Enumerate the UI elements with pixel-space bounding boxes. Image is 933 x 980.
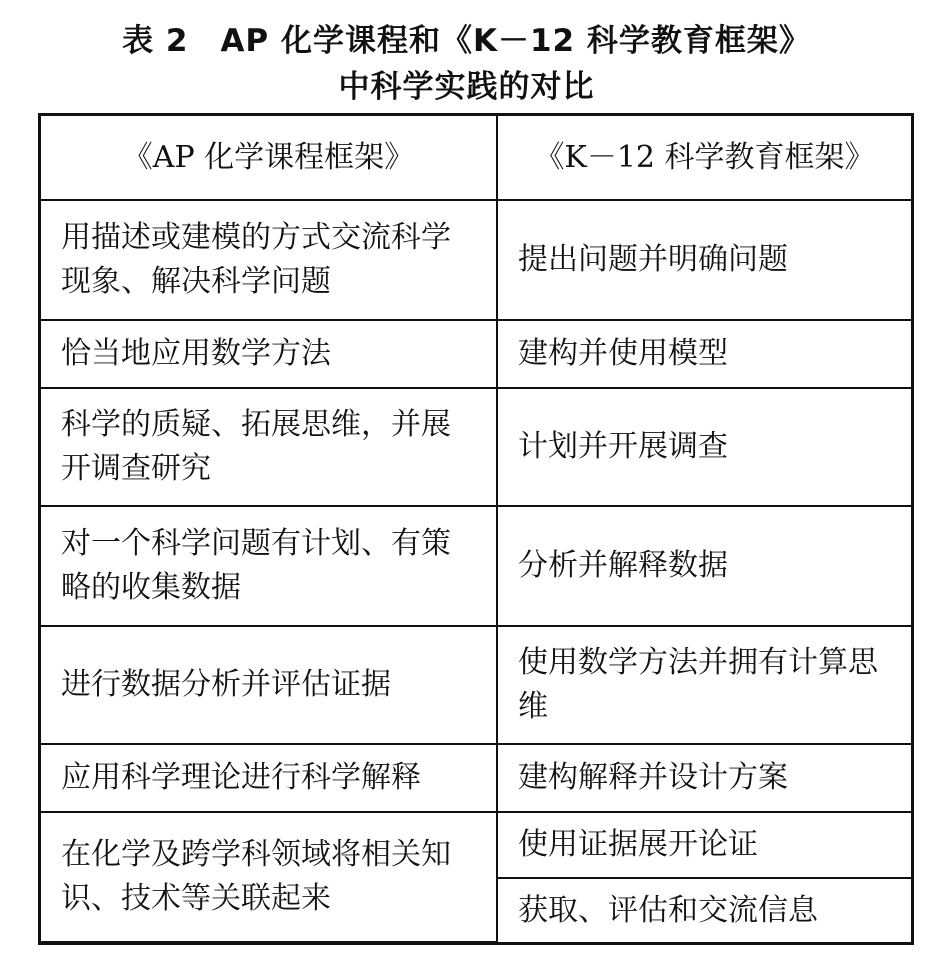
header-k12-framework: 《K－12 科学教育框架》 <box>497 116 911 200</box>
ap-practice-cell: 进行数据分析并评估证据 <box>41 626 497 744</box>
table-row <box>41 812 911 878</box>
comparison-table-frame <box>38 113 914 945</box>
k12-practice-cell: 建构并使用模型 <box>497 320 911 388</box>
ap-practice-cell: 用描述或建模的方式交流科学现象、解决科学问题 <box>41 200 497 320</box>
comparison-table <box>41 116 911 943</box>
table-row <box>41 744 911 812</box>
k12-practice-cell: 提出问题并明确问题 <box>497 200 911 320</box>
table-row <box>41 200 911 320</box>
table-row <box>41 320 911 388</box>
k12-practice-cell: 使用数学方法并拥有计算思维 <box>497 626 911 744</box>
ap-practice-cell: 在化学及跨学科领域将相关知识、技术等关联起来 <box>41 812 497 942</box>
k12-practice-cell: 分析并解释数据 <box>497 506 911 626</box>
k12-practice-cell: 获取、评估和交流信息 <box>497 878 911 942</box>
table-caption <box>0 18 933 110</box>
k12-practice-cell: 计划并开展调查 <box>497 388 911 506</box>
caption-line-2: 中科学实践的对比 <box>338 69 595 105</box>
table-row <box>41 626 911 744</box>
k12-practice-cell: 使用证据展开论证 <box>497 812 911 878</box>
ap-practice-cell: 科学的质疑、拓展思维，并展开调查研究 <box>41 388 497 506</box>
table-row <box>41 506 911 626</box>
header-ap-framework: 《AP 化学课程框架》 <box>41 116 497 200</box>
k12-practice-cell: 建构解释并设计方案 <box>497 744 911 812</box>
ap-practice-cell: 应用科学理论进行科学解释 <box>41 744 497 812</box>
table-header-row <box>41 116 911 200</box>
ap-practice-cell: 对一个科学问题有计划、有策略的收集数据 <box>41 506 497 626</box>
caption-line-1: 表 2 AP 化学课程和《K－12 科学教育框架》 <box>122 23 811 59</box>
table-row <box>41 388 911 506</box>
ap-practice-cell: 恰当地应用数学方法 <box>41 320 497 388</box>
